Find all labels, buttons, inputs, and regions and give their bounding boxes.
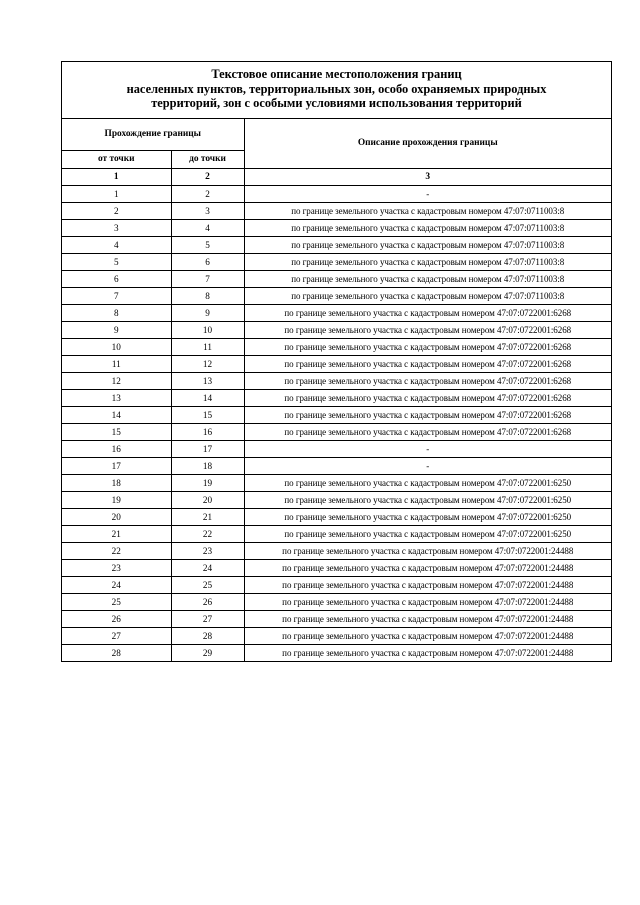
to-point-cell: 16 [171,424,244,441]
table-row [62,373,611,390]
description-cell: по границе земельного участка с кадастровым номером 47:07:0711003:8 [244,220,611,237]
from-point-cell: 8 [62,305,171,322]
column-number-1: 1 [62,169,171,186]
description-cell: по границе земельного участка с кадастровым номером 47:07:0711003:8 [244,271,611,288]
to-point-cell: 25 [171,577,244,594]
from-point-cell: 7 [62,288,171,305]
to-point-cell: 27 [171,611,244,628]
description-cell: по границе земельного участка с кадастровым номером 47:07:0722001:24488 [244,543,611,560]
table-row [62,611,611,628]
to-point-cell: 20 [171,492,244,509]
description-cell: по границе земельного участка с кадастровым номером 47:07:0711003:8 [244,203,611,220]
to-point-cell: 10 [171,322,244,339]
table-row [62,288,611,305]
description-cell: по границе земельного участка с кадастровым номером 47:07:0722001:6268 [244,322,611,339]
table-row [62,390,611,407]
title-line-2: населенных пунктов, территориальных зон, особо охраняемых природных [126,81,547,96]
description-cell: - [244,441,611,458]
table-row [62,186,611,203]
header-description: Описание прохождения границы [244,119,611,169]
description-cell: по границе земельного участка с кадастровым номером 47:07:0722001:6268 [244,305,611,322]
to-point-cell: 8 [171,288,244,305]
from-point-cell: 9 [62,322,171,339]
table-row [62,322,611,339]
from-point-cell: 24 [62,577,171,594]
to-point-cell: 4 [171,220,244,237]
to-point-cell: 18 [171,458,244,475]
from-point-cell: 6 [62,271,171,288]
to-point-cell: 23 [171,543,244,560]
boundary-table [62,119,611,662]
from-point-cell: 20 [62,509,171,526]
table-row [62,458,611,475]
description-cell: по границе земельного участка с кадастровым номером 47:07:0711003:8 [244,237,611,254]
to-point-cell: 28 [171,628,244,645]
description-cell: по границе земельного участка с кадастровым номером 47:07:0711003:8 [244,288,611,305]
table-row [62,407,611,424]
to-point-cell: 14 [171,390,244,407]
from-point-cell: 19 [62,492,171,509]
description-cell: по границе земельного участка с кадастровым номером 47:07:0722001:24488 [244,560,611,577]
from-point-cell: 14 [62,407,171,424]
table-row [62,526,611,543]
from-point-cell: 10 [62,339,171,356]
table-row [62,254,611,271]
description-cell: по границе земельного участка с кадастровым номером 47:07:0722001:6268 [244,339,611,356]
description-cell: по границе земельного участка с кадастровым номером 47:07:0722001:24488 [244,594,611,611]
from-point-cell: 13 [62,390,171,407]
from-point-cell: 25 [62,594,171,611]
table-row [62,509,611,526]
to-point-cell: 26 [171,594,244,611]
description-cell: по границе земельного участка с кадастровым номером 47:07:0722001:6268 [244,424,611,441]
description-cell: по границе земельного участка с кадастровым номером 47:07:0722001:6268 [244,373,611,390]
description-cell: по границе земельного участка с кадастровым номером 47:07:0722001:6250 [244,526,611,543]
header-to-point: до точки [171,151,244,169]
to-point-cell: 19 [171,475,244,492]
from-point-cell: 4 [62,237,171,254]
to-point-cell: 29 [171,645,244,662]
description-cell: по границе земельного участка с кадастровым номером 47:07:0722001:6268 [244,356,611,373]
table-row [62,645,611,662]
description-cell: - [244,186,611,203]
description-cell: по границе земельного участка с кадастровым номером 47:07:0722001:24488 [244,577,611,594]
table-row [62,424,611,441]
description-cell: по границе земельного участка с кадастровым номером 47:07:0722001:24488 [244,645,611,662]
table-row [62,628,611,645]
to-point-cell: 24 [171,560,244,577]
table-row [62,492,611,509]
to-point-cell: 6 [171,254,244,271]
table-row [62,543,611,560]
table-row [62,441,611,458]
table-body [62,186,611,662]
from-point-cell: 28 [62,645,171,662]
from-point-cell: 12 [62,373,171,390]
to-point-cell: 22 [171,526,244,543]
from-point-cell: 5 [62,254,171,271]
description-cell: по границе земельного участка с кадастровым номером 47:07:0722001:6250 [244,475,611,492]
to-point-cell: 21 [171,509,244,526]
from-point-cell: 2 [62,203,171,220]
to-point-cell: 11 [171,339,244,356]
from-point-cell: 21 [62,526,171,543]
description-cell: по границе земельного участка с кадастровым номером 47:07:0722001:6250 [244,509,611,526]
header-from-point: от точки [62,151,171,169]
title-line-1: Текстовое описание местоположения границ [211,67,462,81]
description-cell: по границе земельного участка с кадастровым номером 47:07:0722001:6268 [244,390,611,407]
description-cell: по границе земельного участка с кадастровым номером 47:07:0722001:24488 [244,611,611,628]
header-boundary-passage: Прохождение границы [62,119,244,151]
from-point-cell: 11 [62,356,171,373]
table-row [62,594,611,611]
table-row [62,475,611,492]
to-point-cell: 3 [171,203,244,220]
title-line-3: территорий, зон с особыми условиями использования территорий [151,96,522,111]
table-row [62,271,611,288]
from-point-cell: 3 [62,220,171,237]
document-title [62,62,611,119]
from-point-cell: 17 [62,458,171,475]
from-point-cell: 18 [62,475,171,492]
to-point-cell: 9 [171,305,244,322]
table-row [62,356,611,373]
description-cell: по границе земельного участка с кадастровым номером 47:07:0722001:6268 [244,407,611,424]
table-row [62,339,611,356]
description-cell: по границе земельного участка с кадастровым номером 47:07:0722001:24488 [244,628,611,645]
column-number-2: 2 [171,169,244,186]
table-row [62,237,611,254]
to-point-cell: 17 [171,441,244,458]
description-cell: - [244,458,611,475]
from-point-cell: 27 [62,628,171,645]
to-point-cell: 12 [171,356,244,373]
from-point-cell: 22 [62,543,171,560]
table-row [62,305,611,322]
description-cell: по границе земельного участка с кадастровым номером 47:07:0722001:6250 [244,492,611,509]
column-number-3: 3 [244,169,611,186]
from-point-cell: 15 [62,424,171,441]
table-row [62,560,611,577]
from-point-cell: 16 [62,441,171,458]
to-point-cell: 15 [171,407,244,424]
from-point-cell: 23 [62,560,171,577]
to-point-cell: 5 [171,237,244,254]
boundary-description-document [61,61,612,662]
to-point-cell: 7 [171,271,244,288]
to-point-cell: 13 [171,373,244,390]
table-row [62,577,611,594]
from-point-cell: 1 [62,186,171,203]
table-row [62,203,611,220]
table-row [62,220,611,237]
description-cell: по границе земельного участка с кадастровым номером 47:07:0711003:8 [244,254,611,271]
to-point-cell: 2 [171,186,244,203]
from-point-cell: 26 [62,611,171,628]
